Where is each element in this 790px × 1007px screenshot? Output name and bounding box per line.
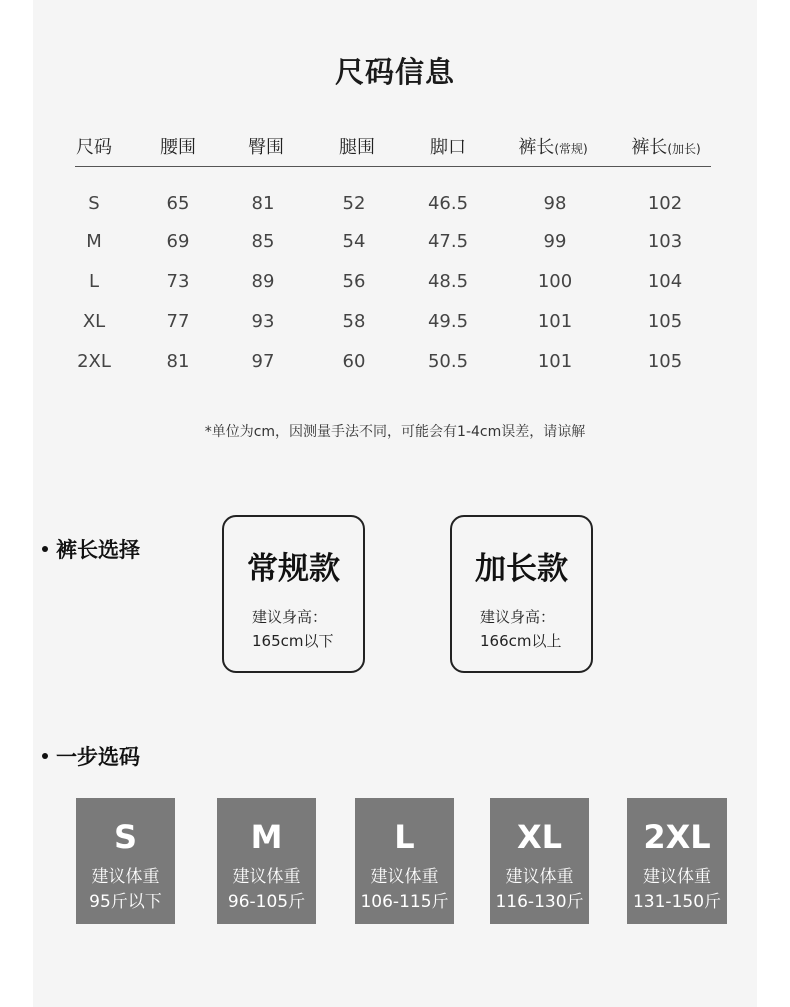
header-thigh: 腿围 [339, 137, 375, 158]
table-cell: 103 [647, 231, 683, 252]
table-cell: 50.5 [427, 351, 469, 372]
table-cell: 52 [342, 193, 366, 214]
table-row [0, 193, 790, 223]
table-cell: 47.5 [427, 231, 469, 252]
size-weight: 建议体重 116-130斤 [495, 867, 584, 912]
table-cell: L [88, 271, 100, 292]
table-cell: 85 [251, 231, 275, 252]
table-cell: 93 [251, 311, 275, 332]
page-title: 尺码信息 [334, 55, 455, 89]
table-row [0, 351, 790, 381]
table-cell: M [86, 231, 102, 252]
table-cell: 60 [342, 351, 366, 372]
header-size: 尺码 [76, 137, 112, 158]
table-cell: 54 [342, 231, 366, 252]
size-option-s[interactable] [76, 798, 175, 924]
size-weight: 建议体重 96-105斤 [227, 867, 306, 912]
header-length-regular: 裤长(常规) [518, 137, 588, 158]
table-cell: XL [82, 311, 106, 332]
regular-length-option[interactable] [222, 515, 365, 673]
size-option-xl[interactable] [490, 798, 589, 924]
table-cell: 101 [537, 351, 573, 372]
size-label: S [113, 818, 138, 856]
table-cell: 99 [543, 231, 567, 252]
long-length-option[interactable] [450, 515, 593, 673]
size-option-l[interactable] [355, 798, 454, 924]
table-cell: 105 [647, 311, 683, 332]
option-description: 建议身高： 166cm以上 [480, 608, 562, 650]
size-option-m[interactable] [217, 798, 316, 924]
table-cell: 49.5 [427, 311, 469, 332]
table-cell: S [88, 193, 100, 214]
option-description: 建议身高： 165cm以下 [252, 608, 334, 650]
table-cell: 65 [166, 193, 190, 214]
table-cell: 73 [166, 271, 190, 292]
table-row [0, 311, 790, 341]
size-section-label: 一步选码 [42, 741, 140, 771]
header-waist: 腰围 [160, 137, 196, 158]
size-label: XL [516, 818, 563, 856]
size-weight: 建议体重 106-115斤 [360, 867, 449, 912]
header-hem: 脚口 [430, 137, 466, 158]
table-cell: 102 [647, 193, 683, 214]
option-title: 加长款 [475, 551, 568, 587]
bullet-icon [42, 546, 48, 552]
size-table-header [0, 133, 790, 163]
table-cell: 81 [251, 193, 275, 214]
table-cell: 77 [166, 311, 190, 332]
header-hip: 臀围 [248, 137, 284, 158]
table-cell: 100 [537, 271, 573, 292]
header-divider [75, 166, 711, 167]
table-cell: 104 [647, 271, 683, 292]
table-cell: 89 [251, 271, 275, 292]
table-cell: 98 [543, 193, 567, 214]
size-option-2xl[interactable] [627, 798, 727, 924]
table-cell: 2XL [77, 351, 111, 372]
table-cell: 101 [537, 311, 573, 332]
table-cell: 56 [342, 271, 366, 292]
table-cell: 81 [166, 351, 190, 372]
table-cell: 105 [647, 351, 683, 372]
table-cell: 48.5 [427, 271, 469, 292]
table-cell: 69 [166, 231, 190, 252]
size-weight: 建议体重 95斤以下 [89, 867, 162, 912]
table-cell: 58 [342, 311, 366, 332]
header-length-long: 裤长(加长) [631, 137, 701, 158]
size-label: L [394, 818, 415, 856]
size-label: 2XL [643, 818, 711, 856]
table-cell: 97 [251, 351, 275, 372]
measurement-note: *单位为cm，因测量手法不同，可能会有1-4cm误差，请谅解 [204, 424, 586, 440]
size-label: M [250, 818, 283, 856]
table-row [0, 231, 790, 261]
option-title: 常规款 [247, 551, 340, 587]
bullet-icon [42, 753, 48, 759]
size-weight: 建议体重 131-150斤 [632, 867, 722, 912]
table-cell: 46.5 [427, 193, 469, 214]
length-section-label: 裤长选择 [42, 534, 140, 564]
table-row [0, 271, 790, 301]
